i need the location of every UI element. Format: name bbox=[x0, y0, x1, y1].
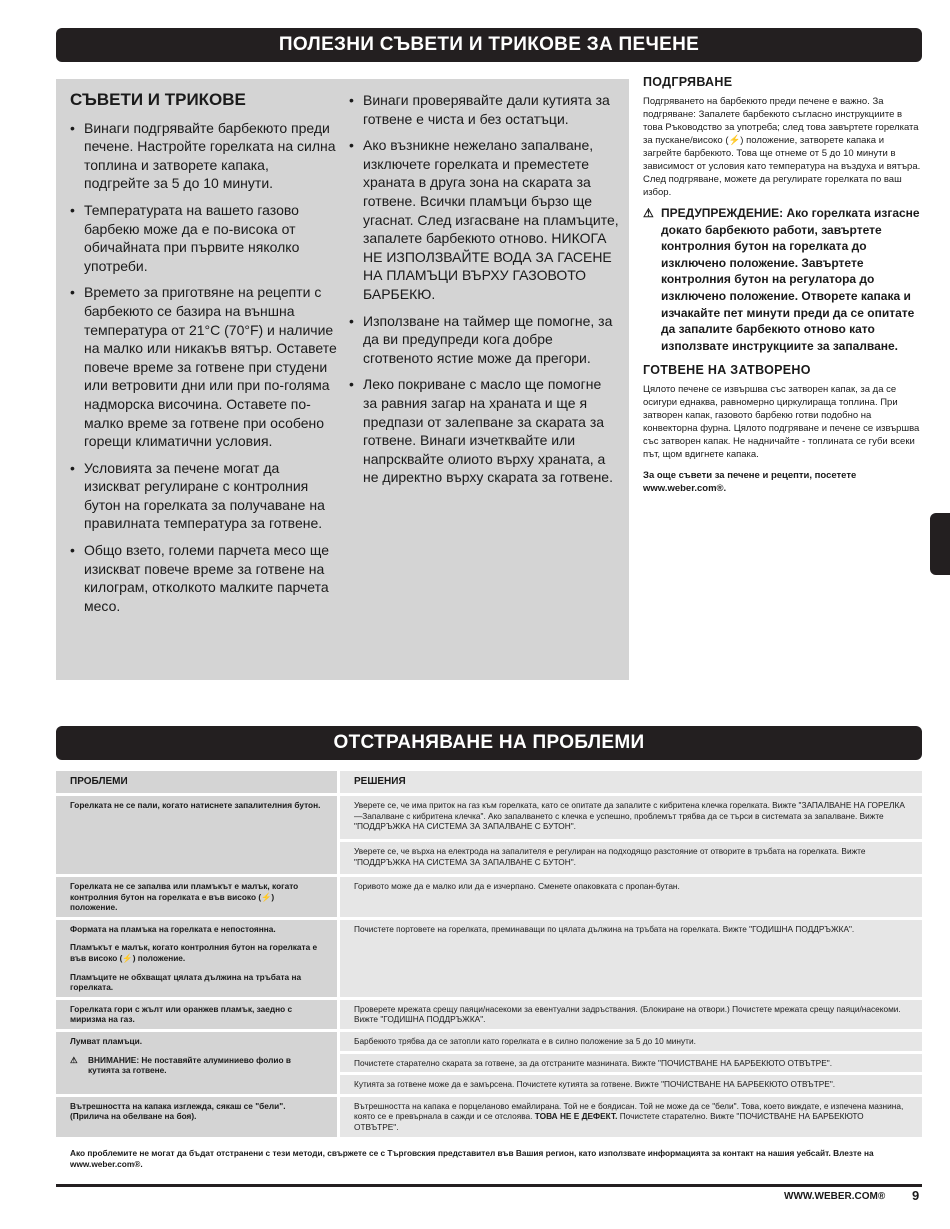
problem-line: Пламъкът е малък, когато контролния бутон на горелката е във високо (⚡) положение. bbox=[70, 942, 318, 963]
problem-cell: Вътрешността на капака изглежда, сякаш се "бели". (Прилича на обелване на боя). bbox=[56, 1097, 337, 1137]
closed-cooking-text: Цялото печене се извършва със затворен капак, за да се осигури еднаква, равномерно циркулираща топлина. При затворен капак, газовото барбекю готви подобно на конвекторна фурна. Цялото подгряване и печене се извършва със затворен капак. Не надничайте - топлината се губи всеки път, щом вдигнете капака. bbox=[643, 384, 920, 461]
troubleshooting-footer-note: Ако проблемите не могат да бъдат отстранени с тези методи, свържете се с Търговския представител във Вашия регион, като използвате информацията за контакт на нашия уебсайт. Влезте на www.weber.com®. bbox=[70, 1148, 874, 1169]
tip-item: • Условията за печене могат да изискват регулиране с контролния бутон на горелката за получаване на правилната температура за готвене. bbox=[70, 459, 338, 533]
table-header-row bbox=[56, 771, 922, 793]
problem-line: Лумват пламъци. bbox=[70, 1035, 143, 1046]
solution-cell: Уверете се, че има приток на газ към горелката, като се опитате да запалите с кибритена клечка горелката. Вижте "ЗАПАЛВАНЕ НА ГОРЕЛКА—Запалване с кибритена клечка". Ако запалването с клечка е успешно, проблемът трябва да се търси в системата за запалване. Вижте "ПОДДРЪЖКА НА СИСТЕМА ЗА ЗАПАЛВАНЕ С БУТОН". bbox=[337, 796, 922, 839]
solution-text: Почистете старателно. Вижте "ПОЧИСТВАНЕ НА БАРБЕКЮТО ОТВЪТРЕ". bbox=[354, 1111, 864, 1132]
solution-cell: Кутията за готвене може да е замърсена. Почистете кутията за готвене. Вижте "ПОЧИСТВАНЕ НА БАРБЕКЮТО ОТВЪТРЕ". bbox=[337, 1075, 922, 1094]
warning-text: ВНИМАНИЕ: Не поставяйте алуминиево фолио в кутията за готвене. bbox=[88, 1054, 291, 1076]
tips-right-column bbox=[349, 91, 619, 495]
troubleshooting-table bbox=[56, 768, 922, 1140]
warning-triangle-icon: ⚠ bbox=[643, 206, 654, 220]
column-header-problems: ПРОБЛЕМИ bbox=[56, 771, 337, 793]
column-header-solutions: РЕШЕНИЯ bbox=[337, 771, 922, 793]
closed-cooking-heading: ГОТВЕНЕ НА ЗАТВОРЕНО bbox=[643, 363, 811, 378]
tip-item: • Общо взето, големи парчета месо ще изискват повече време за готвене на килограм, отколкото малките парчета месо. bbox=[70, 541, 338, 615]
solution-cell bbox=[337, 1097, 922, 1137]
preheat-text: Подгряването на барбекюто преди печене е важно. За подгряване: Запалете барбекюто съгласно инструкциите в това Ръководство за употреба; след това завъртете горелката за пускане/високо (⚡) положение, затворете капака и загрейте барбекюто. Това ще отнеме от 5 до 10 минути в зависимост от условия като температура на въздуха и вятъра. След подгряване, можете да регулирате горелката по ваш избор. bbox=[643, 96, 921, 198]
tip-item: • Температурата на вашето газово барбекю може да е по-висока от обичайната при първите няколко употреби. bbox=[70, 201, 338, 275]
tip-item: • Времето за приготвяне на рецепти с барбекюто се базира на външна температура от 21°C (70°F) и наличие на малко или никакъв вятър. Оставете повече време за готвене при студени или ветровити дни или при по-голяма надморска височина. Оставете по-малко време за готвене при особено горещи климатични условия. bbox=[70, 283, 338, 450]
preheat-heading: ПОДГРЯВАНЕ bbox=[643, 75, 733, 89]
solution-cell: Барбекюто трябва да се затопли като горелката е в силно положение за 5 до 10 минути. bbox=[337, 1032, 922, 1051]
tips-box bbox=[56, 79, 629, 680]
section-banner-troubleshooting: ОТСТРАНЯВАНЕ НА ПРОБЛЕМИ bbox=[56, 726, 922, 760]
page-number: 9 bbox=[912, 1188, 920, 1203]
tip-item: • Винаги проверявайте дали кутията за готвене е чиста и без остатъци. bbox=[349, 91, 619, 128]
section-side-tab bbox=[930, 513, 950, 575]
problem-warning bbox=[70, 1055, 323, 1076]
section-banner-grilling-tips: ПОЛЕЗНИ СЪВЕТИ И ТРИКОВЕ ЗА ПЕЧЕНЕ bbox=[56, 28, 922, 62]
tips-heading: СЪВЕТИ И ТРИКОВЕ bbox=[70, 90, 246, 109]
problem-cell: Горелката не се пали, когато натиснете запалителния бутон. bbox=[56, 796, 337, 874]
problem-cell: Горелката не се запалва или пламъкът е малък, когато контролния бутон на горелката е във високо (⚡) положение. bbox=[56, 877, 337, 917]
warning-triangle-icon: ⚠ bbox=[70, 1054, 78, 1065]
solution-cell: Почистете старателно скарата за готвене, за да отстраните мазнината. Вижте "ПОЧИСТВАНЕ НА БАРБЕКЮТО ОТВЪТРЕ". bbox=[337, 1054, 922, 1073]
footer-divider bbox=[56, 1184, 922, 1187]
tip-item: • Ако възникне нежелано запалване, изключете горелката и преместете храната в друга зона на скарата за готвене. Всички пламъци бързо ще угаснат. След изгасване на пламъците, запалете барбекюто отново. НИКОГА НЕ ИЗПОЛЗВАЙТЕ ВОДА ЗА ГАСЕНЕ НА ПЛАМЪЦИ ВЪРХУ ГАЗОВОТО БАРБЕКЮ. bbox=[349, 136, 619, 303]
tip-item: • Използване на таймер ще помогне, за да ви предупреди кога добре сготвеното ястие може да прегори. bbox=[349, 312, 619, 368]
table-row bbox=[56, 1097, 922, 1137]
preheat-warning bbox=[643, 205, 923, 354]
table-row bbox=[56, 920, 922, 997]
problem-line: Формата на пламъка на горелката е непостоянна. bbox=[70, 923, 276, 934]
table-row bbox=[56, 1032, 922, 1051]
problem-cell bbox=[56, 920, 337, 997]
solution-cell: Горивото може да е малко или да е изчерпано. Сменете опаковката с пропан-бутан. bbox=[337, 877, 922, 917]
table-row bbox=[56, 796, 922, 839]
warning-text: ПРЕДУПРЕЖДЕНИЕ: Ако горелката изгасне докато барбекюто работи, завъртете контролния бутон на горелката до изключено положение. Завъртете контролния бутон на регулатора до изключено положение. Отворете капака и изчакайте пет минути преди да се опитате да запалите барбекюто отново като използвате инструкциите за запалване. bbox=[661, 206, 920, 353]
table-row bbox=[56, 1000, 922, 1029]
tip-item: • Винаги подгрявайте барбекюто преди печене. Настройте горелката на силна топлина и затворете капака, подгрейте за 5 до 10 минути. bbox=[70, 119, 338, 193]
solution-cell: Почистете портовете на горелката, преминаващи по цялата дължина на тръбата на горелката. Вижте "ГОДИШНА ПОДДРЪЖКА". bbox=[337, 920, 922, 997]
solution-cell bbox=[337, 1000, 922, 1029]
problem-line: Пламъците не обхващат цялата дължина на тръбата на горелката. bbox=[70, 971, 302, 993]
solution-emphasis: ТОВА НЕ Е ДЕФЕКТ. bbox=[534, 1111, 618, 1122]
table-row bbox=[56, 877, 922, 917]
tip-item: • Леко покриване с масло ще помогне за равния загар на храната и ще я предпази от залепване за скарата за готвене. Винаги изчетквайте или напрсквайте олиото върху храната, а не директно върху скарата за готвене. bbox=[349, 375, 619, 487]
solution-text: Вътрешността на капака е порцеланово емайлирана. Той не е боядисан. Той не може да се "бели". Това, което виждате, е изпечена мазнина, която се е превърнала в сажди и се отслоява. bbox=[354, 1100, 904, 1122]
more-tips-link-text: За още съвети за печене и рецепти, посетете www.weber.com®. bbox=[643, 470, 857, 495]
solution-line: Проверете мрежата срещу паяци/насекоми за евентуални задръствания. (Блокиране на отвори.) Почистете мрежата срещу паяци/насекоми. bbox=[354, 1003, 901, 1014]
solution-line: Вижте "ГОДИШНА ПОДДРЪЖКА". bbox=[354, 1014, 486, 1025]
preheat-and-closed-cooking-column bbox=[643, 76, 923, 501]
problem-cell: Горелката гори с жълт или оранжев пламък, заедно с миризма на газ. bbox=[56, 1000, 337, 1029]
solution-cell: Уверете се, че върха на електрода на запалителя е регулиран на подходящо разстояние от отворите в тръбата на горелката. Вижте "ПОДДРЪЖКА НА СИСТЕМА ЗА ЗАПАЛВАНЕ С БУТОН". bbox=[337, 842, 922, 874]
tips-left-column bbox=[70, 91, 338, 623]
problem-cell bbox=[56, 1032, 337, 1094]
footer-website: WWW.WEBER.COM® bbox=[784, 1191, 886, 1202]
